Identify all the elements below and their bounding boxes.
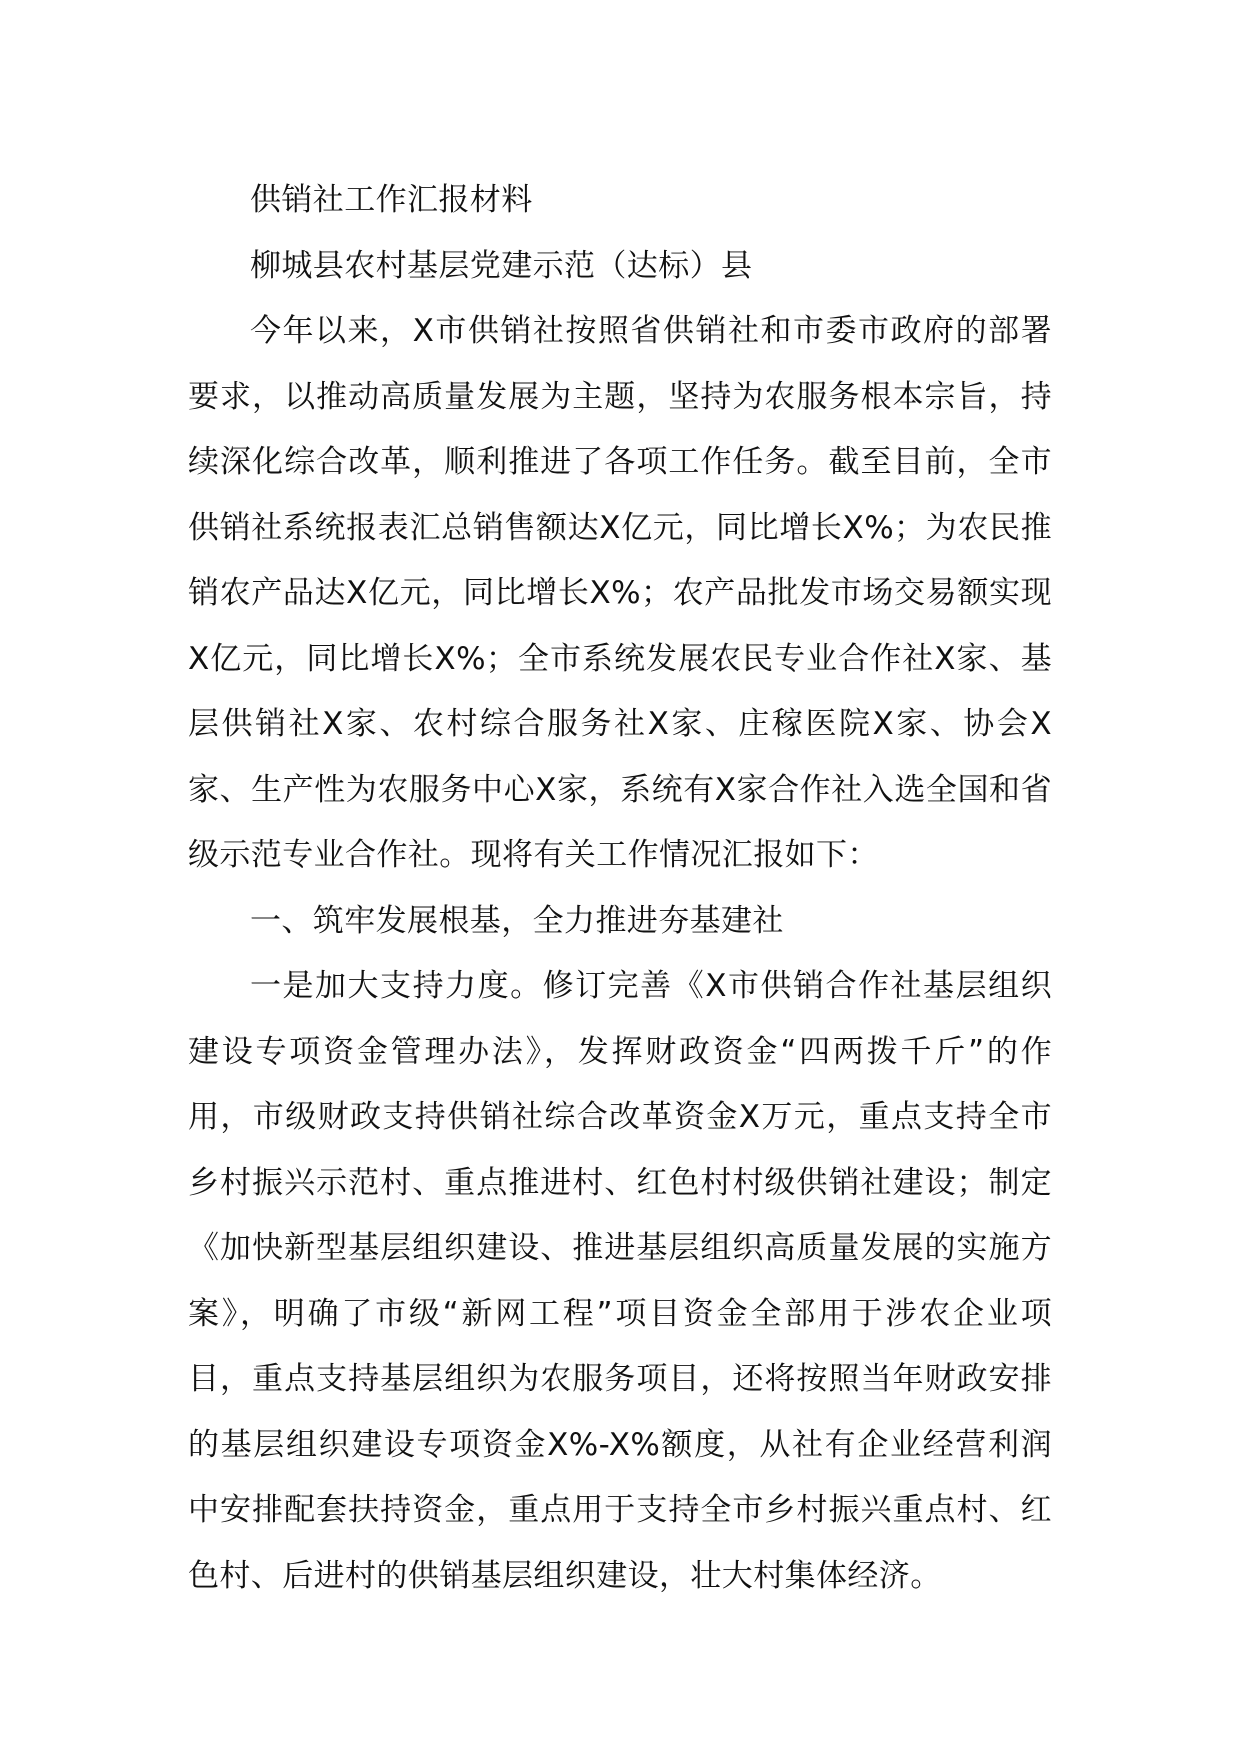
section-paragraph: 一是加大支持力度。修订完善《X市供销合作社基层组织建设专项资金管理办法》，发挥财政资金“四两拨千斤”的作用，市级财政支持供销社综合改革资金X万元，重点支持全市乡村振兴示范村、重点推进村、红色村村级供销社建设；制定《加快新型基层组织建设、推进基层组织高质量发展的实施方案》，明确了市级“新网工程”项目资金全部用于涉农企业项目，重点支持基层组织为农服务项目，还将按照当年财政安排的基层组织建设专项资金X%-X%额度，从社有企业经营利润中安排配套扶持资金，重点用于支持全市乡村振兴重点村、红色村、后进村的供销基层组织建设，壮大村集体经济。 <box>188 968 1052 1594</box>
document-body <box>188 168 1052 1609</box>
section-heading: 一、筑牢发展根基，全力推进夯基建社 <box>250 902 784 939</box>
intro-paragraph: 今年以来，X市供销社按照省供销社和市委市政府的部署要求，以推动高质量发展为主题，坚持为农服务根本宗旨，持续深化综合改革，顺利推进了各项工作任务。截至目前，全市供销社系统报表汇总销售额达X亿元，同比增长X%；为农民推销农产品达X亿元，同比增长X%；农产品批发市场交易额实现X亿元，同比增长X%；全市系统发展农民专业合作社X家、基层供销社X家、农村综合服务社X家、庄稼医院X家、协会X家、生产性为农服务中心X家，系统有X家合作社入选全国和省级示范专业合作社。现将有关工作情况汇报如下： <box>188 313 1052 873</box>
document-subtitle: 柳城县农村基层党建示范（达标）县 <box>250 247 753 284</box>
document-title: 供销社工作汇报材料 <box>250 182 533 218</box>
